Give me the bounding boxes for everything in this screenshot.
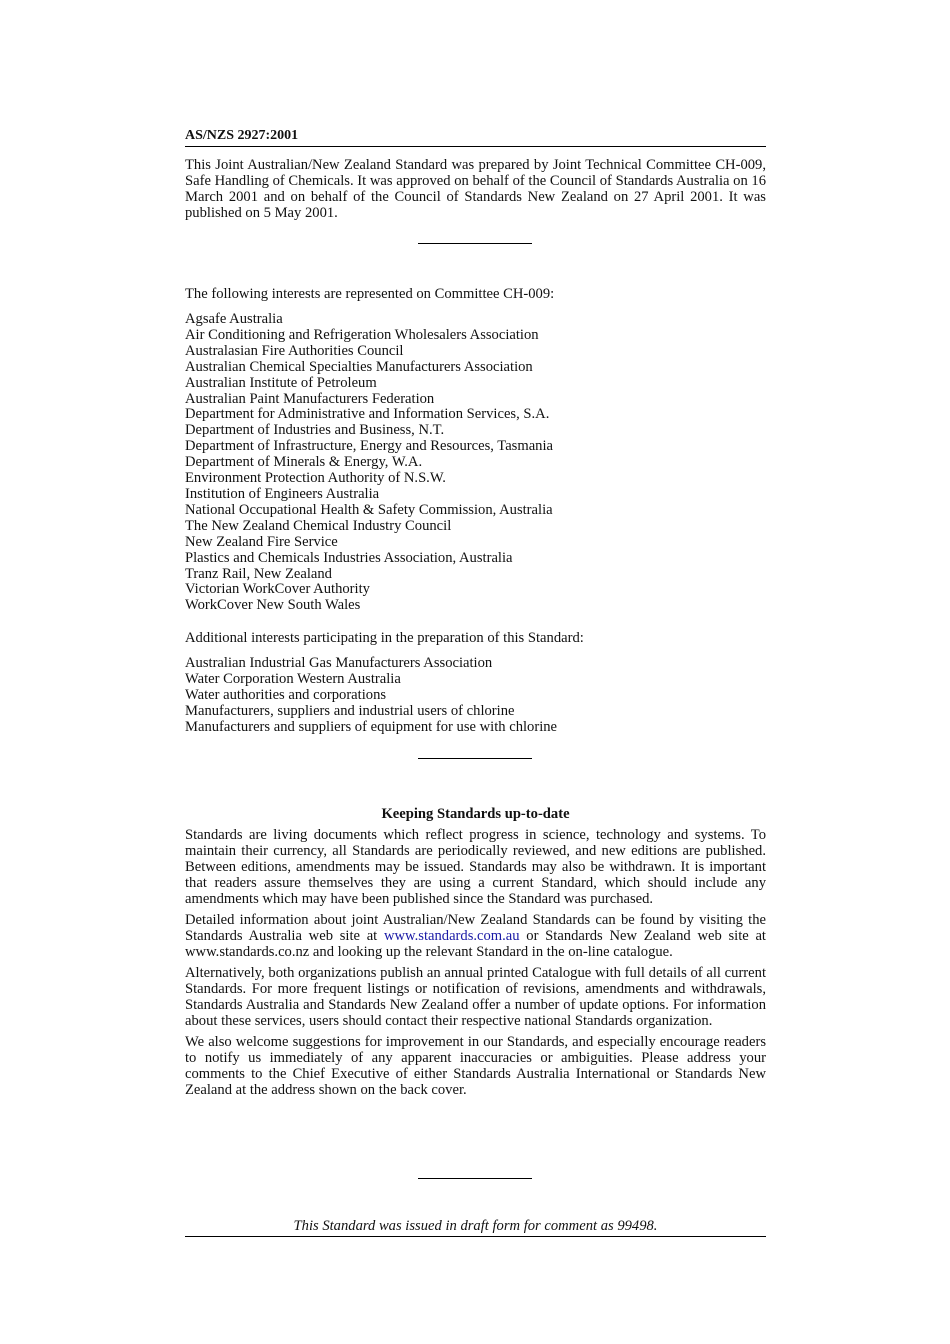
standards-australia-link[interactable]: www.standards.com.au <box>383 928 520 944</box>
additional-interests-list <box>185 656 557 736</box>
list-item: WorkCover New South Wales <box>185 597 361 614</box>
list-item: Australian Institute of Petroleum <box>185 374 377 391</box>
list-item: Agsafe Australia <box>185 311 283 327</box>
list-item: Australian Paint Manufacturers Federation <box>185 390 435 407</box>
list-item: The New Zealand Chemical Industry Council <box>185 517 452 534</box>
section-divider <box>418 1178 532 1179</box>
body-paragraph: Standards are living documents which reflect progress in science, technology and systems. To maintain their currency, all Standards are periodically reviewed, and new editions are published. Between editions, amendments may be issued. Standards may also be withdrawn. It is important that readers assure themselves they are using a current Standard, which should include any amendments which may have been published since the Standard was purchased. <box>185 827 766 907</box>
list-item: National Occupational Health & Safety Commission, Australia <box>185 501 553 518</box>
additional-interests-intro: Additional interests participating in the preparation of this Standard: <box>185 630 584 646</box>
paragraph-text: or Standards New Zealand web site at www.standards.co.nz and looking up the relevant Standard in the on-line catalogue. <box>185 928 766 960</box>
body-paragraph: Alternatively, both organizations publish an annual printed Catalogue with full details of all current Standards. For more frequent listings or notification of revisions, amendments and withdrawals, Standards Australia and Standards New Zealand offer a number of update options. For information about these services, users should contact their respective national Standards organization. <box>185 965 766 1029</box>
paragraph-text: Detailed information about joint Australian/New Zealand Standards can be found by visiting the Standards Australia web site at <box>185 912 766 944</box>
committee-member-list <box>185 312 553 614</box>
list-item: Department of Industries and Business, N.T. <box>185 422 445 439</box>
list-item: Water authorities and corporations <box>185 686 387 703</box>
committee-intro: The following interests are represented on Committee CH-009: <box>185 286 555 302</box>
list-item: Australasian Fire Authorities Council <box>185 342 404 359</box>
section-title: Keeping Standards up-to-date <box>381 806 570 822</box>
body-paragraph: We also welcome suggestions for improvement in our Standards, and especially encourage readers to notify us immediately of any apparent inaccuracies or ambiguities. Please address your comments to the Chief Executive of either Standards Australia International or Standards New Zealand at the address shown on the back cover. <box>185 1034 766 1098</box>
list-item: Water Corporation Western Australia <box>185 670 401 687</box>
list-item: Manufacturers, suppliers and industrial users of chlorine <box>185 702 515 719</box>
list-item: Australian Industrial Gas Manufacturers Association <box>185 655 493 671</box>
list-item: Department for Administrative and Information Services, S.A. <box>185 406 550 423</box>
list-item: Department of Infrastructure, Energy and Resources, Tasmania <box>185 438 554 455</box>
intro-section <box>185 157 766 221</box>
document-code: AS/NZS 2927:2001 <box>185 127 766 147</box>
list-item: Victorian WorkCover Authority <box>185 581 370 598</box>
list-item: New Zealand Fire Service <box>185 533 338 550</box>
list-item: Environment Protection Authority of N.S.W. <box>185 470 446 487</box>
keeping-standards-section <box>185 827 766 1103</box>
draft-note: This Standard was issued in draft form for comment as 99498. <box>185 1217 766 1237</box>
list-item: Australian Chemical Specialties Manufacturers Association <box>185 358 533 375</box>
intro-paragraph: This Joint Australian/New Zealand Standard was prepared by Joint Technical Committee CH-009, Safe Handling of Chemicals. It was approved on behalf of the Council of Standards Australia on 16 March 2001 and on behalf of the Council of Standards New Zealand on 27 April 2001. It was published on 5 May 2001. <box>185 157 766 221</box>
list-item: Air Conditioning and Refrigeration Wholesalers Association <box>185 326 539 343</box>
list-item: Tranz Rail, New Zealand <box>185 565 332 582</box>
list-item: Institution of Engineers Australia <box>185 485 380 502</box>
list-item: Plastics and Chemicals Industries Association, Australia <box>185 549 513 566</box>
body-paragraph <box>185 912 766 960</box>
list-item: Manufacturers and suppliers of equipment for use with chlorine <box>185 718 558 735</box>
section-divider <box>418 243 532 244</box>
section-divider <box>418 758 532 759</box>
list-item: Department of Minerals & Energy, W.A. <box>185 454 423 471</box>
